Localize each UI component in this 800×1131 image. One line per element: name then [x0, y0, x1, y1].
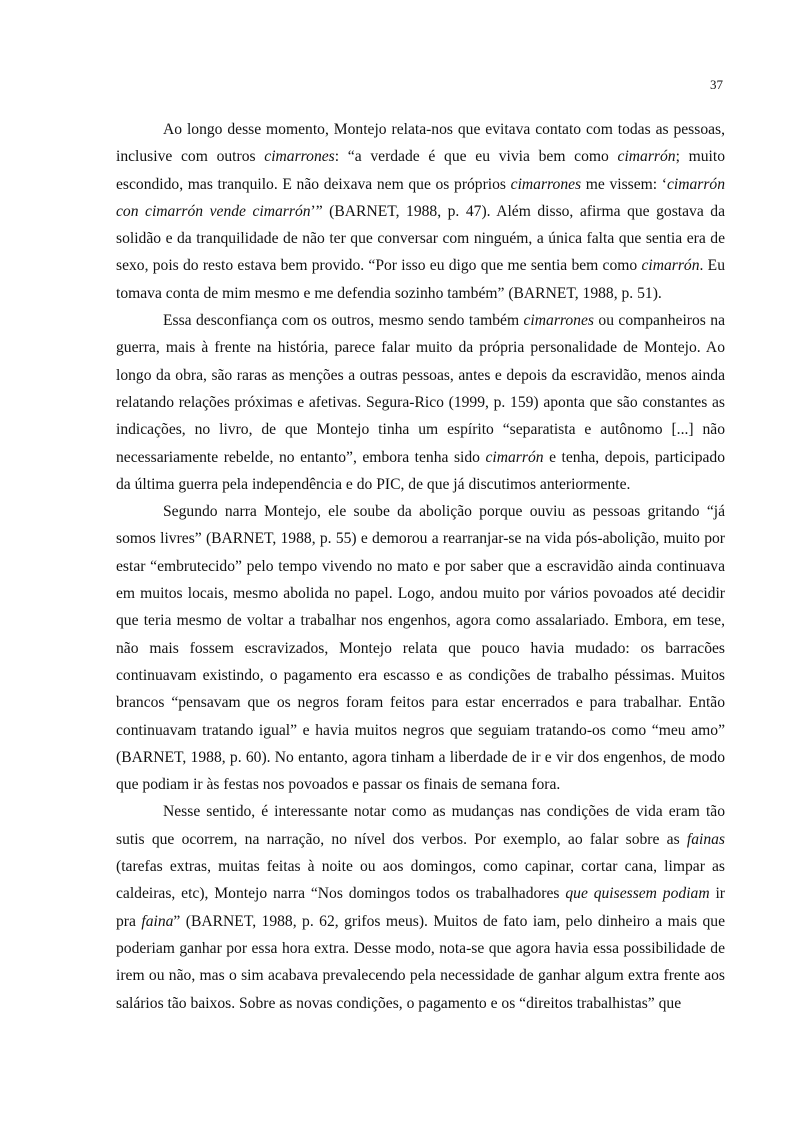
- text-run: ” (BARNET, 1988, p. 62, grifos meus). Muitos de fato iam, pelo dinheiro a mais que poderiam ganhar por essa hora extra. Desse modo, nota-se que agora havia essa possibilidade de irem ou não, mas o sim acabava prevalecendo pela necessidade de ganhar algum extra frente aos salários tão baixos. Sobre as novas condições, o pagamento e os “direitos trabalhistas” que: [116, 912, 725, 1012]
- paragraph-3: [116, 498, 725, 798]
- italic-text-run: cimarrón: [641, 257, 700, 275]
- text-run: ou companheiros na guerra, mais à frente na história, parece falar muito da própria personalidade de Montejo. Ao longo da obra, são raras as menções a outras pessoas, antes e depois da escravidão, menos ainda relatando relações próximas e afetivas. Segura-Rico (1999, p. 159) aponta que são constantes as indicações, no livro, de que Montejo tinha um espírito “separatista e autônomo [...] não necessariamente rebelde, no entanto”, embora tenha sido: [116, 312, 725, 466]
- text-run: ir pra: [116, 885, 725, 930]
- italic-text-run: cimarrón: [485, 448, 544, 466]
- page-number: 37: [710, 77, 723, 92]
- text-run: Ao longo desse momento, Montejo relata-nos que evitava contato com todas as pessoas, inclusive com outros: [116, 121, 725, 166]
- italic-text-run: faina: [141, 912, 174, 930]
- italic-text-run: cimarrones: [264, 148, 335, 166]
- paragraph-4: [116, 798, 725, 1016]
- text-run: e tenha, depois, participado da última guerra pela independência e do PIC, de que já discutimos anteriormente.: [116, 448, 726, 493]
- text-run: Segundo narra Montejo, ele soube da abolição porque ouviu as pessoas gritando “já somos livres” (BARNET, 1988, p. 55) e demorou a rearranjar-se na vida pós-abolição, muito por estar “embrutecido” pelo tempo vivendo no mato e por saber que a escravidão ainda continuava em muitos locais, mesmo abolida no papel. Logo, andou muito por vários povoados até decidir que teria mesmo de voltar a trabalhar nos engenhos, agora como assalariado. Embora, em tese, não mais fossem escravizados, Montejo relata que pouco havia mudado: os barracões continuavam existindo, o pagamento era escasso e as condições de trabalho péssimas. Muitos brancos “pensavam que os negros foram feitos para estar encerrados e para trabalhar. Então continuavam tratando igual” e havia muitos negros que seguiam tratando-os como “meu amo” (BARNET, 1988, p. 60). No entanto, agora tinham a liberdade de ir e vir dos engenhos, de modo que podiam ir às festas nos povoados e passar os finais de semana fora.: [116, 503, 725, 794]
- paragraph-2: [116, 307, 725, 498]
- italic-text-run: cimarrón: [617, 148, 676, 166]
- italic-text-run: cimarrón con cimarrón vende cimarrón: [116, 175, 726, 220]
- italic-text-run: que quisessem podiam: [565, 885, 710, 903]
- text-run: Essa desconfiança com os outros, mesmo sendo também: [163, 312, 524, 330]
- italic-text-run: cimarrones: [510, 175, 582, 193]
- text-run: . Eu tomava conta de mim mesmo e me defendia sozinho também” (BARNET, 1988, p. 51).: [116, 257, 725, 302]
- text-run: ’” (BARNET, 1988, p. 47). Além disso, afirma que gostava da solidão e da tranquilidade de não ter que conversar com ninguém, a única falta que sentia era de sexo, pois do resto estava bem provido. “Por isso eu digo que me sentia bem como: [116, 202, 725, 275]
- text-run: Nesse sentido, é interessante notar como as mudanças nas condições de vida eram tão sutis que ocorrem, na narração, no nível dos verbos. Por exemplo, ao falar sobre as: [116, 803, 725, 848]
- italic-text-run: cimarrones: [523, 312, 594, 330]
- text-run: me vissem: ‘: [581, 175, 667, 193]
- body-text: [116, 116, 725, 1017]
- text-run: ; muito escondido, mas tranquilo. E não deixava nem que os próprios: [116, 148, 726, 193]
- text-run: (tarefas extras, muitas feitas à noite ou aos domingos, como capinar, cortar cana, limpar as caldeiras, etc), Montejo narra “Nos domingos todos os trabalhadores: [116, 858, 725, 903]
- paragraph-1: [116, 116, 725, 307]
- italic-text-run: fainas: [686, 830, 725, 848]
- text-run: : “a verdade é que eu vivia bem como: [334, 148, 618, 166]
